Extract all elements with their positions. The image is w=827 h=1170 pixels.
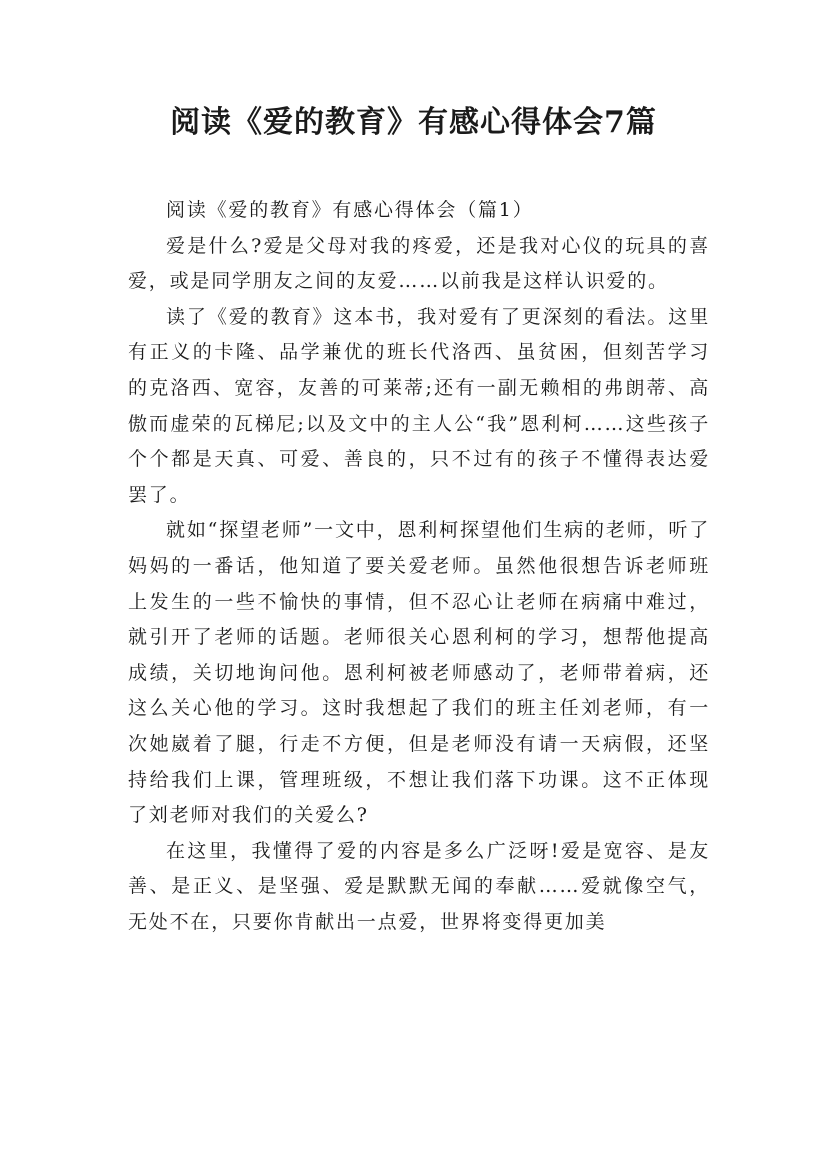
document-body: [128, 193, 710, 940]
document-title: 阅读《爱的教育》有感心得体会7篇: [170, 105, 657, 140]
paragraph: 就如“探望老师”一文中，恩利柯探望他们生病的老师，听了妈妈的一番话，他知道了要关爱老师。虽然他很想告诉老师班上发生的一些不愉快的事情，但不忍心让老师在病痛中难过，就引开了老师的话题。老师很关心恩利柯的学习，想帮他提高成绩，关切地询问他。恩利柯被老师感动了，老师带着病，还这么关心他的学习。这时我想起了我们的班主任刘老师，有一次她崴着了腿，行走不方便，但是老师没有请一天病假，还坚持给我们上课，管理班级，不想让我们落下功课。这不正体现了刘老师对我们的关爱么?: [128, 519, 710, 827]
paragraph: 在这里，我懂得了爱的内容是多么广泛呀!爱是宽容、是友善、是正义、是坚强、爱是默默无闻的奉献……爱就像空气，无处不在，只要你肯献出一点爱，世界将变得更加美: [128, 839, 710, 933]
paragraph: 读了《爱的教育》这本书，我对爱有了更深刻的看法。这里有正义的卡隆、品学兼优的班长代洛西、虽贫困，但刻苦学习的克洛西、宽容，友善的可莱蒂;还有一副无赖相的弗朗蒂、高傲而虚荣的瓦梯尼;以及文中的主人公“我”恩利柯……这些孩子个个都是天真、可爱、善良的，只不过有的孩子不懂得表达爱罢了。: [128, 305, 710, 506]
section-heading: 阅读《爱的教育》有感心得体会（篇1）: [166, 199, 534, 221]
paragraph: 爱是什么?爱是父母对我的疼爱，还是我对心仪的玩具的喜爱，或是同学朋友之间的友爱……以前我是这样认识爱的。: [128, 234, 710, 293]
